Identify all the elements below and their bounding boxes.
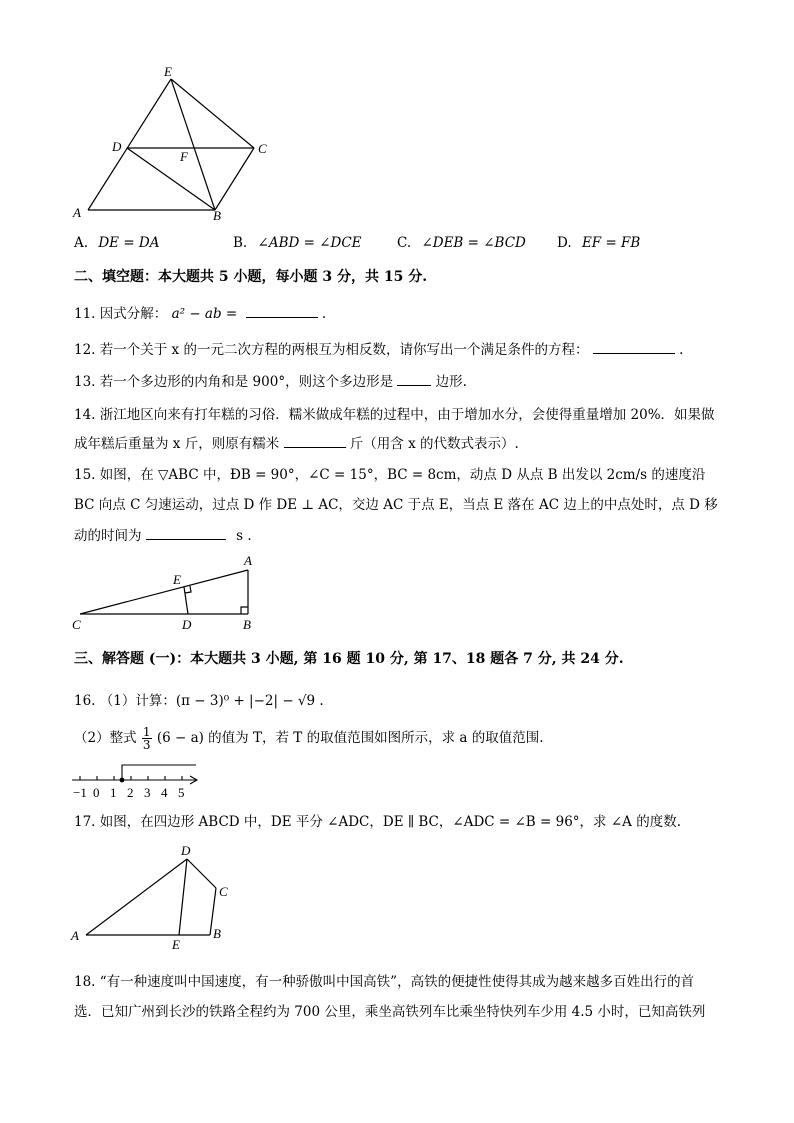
right-angle-b	[241, 607, 248, 614]
q13-after: 边形.	[435, 374, 467, 390]
tick-label-4: 4	[161, 785, 168, 800]
segment-ec	[171, 79, 254, 148]
q15-line-3a: 动的时间为	[74, 528, 142, 544]
question-17: 17. 如图，在四边形 ABCD 中，DE 平分 ∠ADC，DE ∥ BC，∠ADC = ∠B = 96°，求 ∠A 的度数.	[74, 814, 681, 830]
option-b-letter: B.	[233, 235, 248, 251]
range-endpoint	[120, 778, 125, 783]
q12-end: .	[679, 342, 684, 358]
number-line	[70, 760, 205, 802]
tick-label-1: 1	[110, 785, 117, 800]
label-f: F	[180, 149, 188, 164]
q12-answer-blank[interactable]	[593, 341, 675, 354]
option-c-letter: C.	[397, 235, 412, 251]
q14-line-2a: 成年糕后重量为 x 斤，则原有糯米	[74, 436, 280, 452]
segment-db	[127, 148, 215, 210]
label-e: E	[164, 64, 172, 79]
question-11	[74, 305, 326, 323]
segment-de	[184, 587, 188, 614]
q15-line-3b: s .	[236, 528, 252, 544]
label-a: A	[73, 205, 81, 220]
q10-option-b[interactable]	[233, 234, 362, 252]
range-indicator	[122, 765, 196, 780]
q16-part-1: 16. （1）计算：(π − 3)⁰ + |−2| − √9 .	[74, 693, 324, 709]
q15-answer-blank[interactable]	[146, 527, 226, 540]
q11-end: .	[321, 306, 327, 322]
option-a-text: DE = DA	[98, 235, 160, 251]
q11-expr: a² − ab =	[171, 306, 238, 322]
tick-label-n1: −1	[73, 785, 87, 800]
q14-line-2b: 斤（用含 x 的代数式表示）.	[349, 436, 519, 452]
q18-line-1: 18. “有一种速度叫中国速度，有一种骄傲叫中国高铁”，高铁的便捷性使得其成为越来越多百姓出行的首	[74, 974, 695, 990]
label-b: B	[243, 617, 251, 632]
segment-ca	[80, 570, 248, 614]
label-e: E	[172, 937, 180, 952]
label-c: C	[72, 617, 81, 632]
q16-part-2-before: （2）整式	[74, 730, 137, 746]
option-a-letter: A.	[74, 235, 89, 251]
label-d: D	[182, 617, 192, 632]
fraction-denominator: 3	[142, 738, 151, 752]
label-d: D	[181, 843, 191, 858]
figure-2	[62, 550, 272, 635]
label-a: A	[244, 553, 252, 568]
tick-label-0: 0	[93, 785, 100, 800]
q13-answer-blank[interactable]	[397, 373, 431, 386]
segment-de	[179, 859, 187, 935]
segment-dc	[187, 859, 216, 888]
segment-eb	[171, 79, 215, 210]
label-b: B	[213, 208, 221, 223]
q10-option-a[interactable]	[74, 234, 160, 252]
q14-line-2	[74, 435, 519, 453]
option-d-letter: D.	[557, 235, 572, 251]
q16-part-2-after: (6 − a) 的值为 T，若 T 的取值范围如图所示，求 a 的取值范围.	[156, 730, 544, 746]
figure-3	[62, 840, 247, 955]
label-a: A	[71, 928, 79, 943]
segment-ea	[88, 79, 171, 210]
q18-line-2: 选．已知广州到长沙的铁路全程约为 700 公里，乘坐高铁列车比乘坐特快列车少用 4.5 小时，已知高铁列	[74, 1004, 706, 1020]
label-e: E	[173, 572, 181, 587]
option-d-text: EF = FB	[581, 235, 641, 251]
label-d: D	[112, 139, 122, 154]
figure-1	[60, 60, 280, 230]
q14-line-1: 14. 浙江地区向来有打年糕的习俗．糯米做成年糕的过程中，由于增加水分，会使得重量增加 20%．如果做	[74, 407, 715, 423]
fraction-numerator: 1	[142, 725, 151, 739]
q16-part-2	[74, 726, 544, 751]
q10-option-d[interactable]	[557, 234, 640, 252]
question-13	[74, 373, 467, 391]
q15-line-1: 15. 如图，在 ▽ABC 中，ÐB = 90°，∠C = 15°，BC = 8cm，动点 D 从点 B 出发以 2cm/s 的速度沿	[74, 467, 706, 483]
label-c: C	[219, 884, 228, 899]
fraction-one-third	[142, 726, 152, 751]
section-3-title: 三、解答题 (一)：本大题共 3 小题, 第 16 题 10 分, 第 17、18 题各 7 分, 共 24 分.	[74, 651, 624, 667]
q10-option-c[interactable]	[397, 234, 526, 252]
section-2-title: 二、填空题：本大题共 5 小题，每小题 3 分，共 15 分.	[74, 269, 428, 285]
q14-answer-blank[interactable]	[284, 435, 346, 448]
question-12	[74, 341, 683, 359]
option-b-text: ∠ABD = ∠DCE	[257, 235, 362, 251]
q15-line-3	[74, 527, 252, 545]
tick-label-5: 5	[178, 785, 185, 800]
segment-bc	[215, 148, 254, 210]
q11-text: 11. 因式分解：	[74, 306, 168, 322]
right-angle-e	[185, 586, 191, 593]
q12-text: 12. 若一个关于 x 的一元二次方程的两根互为相反数，请你写出一个满足条件的方程：	[74, 342, 589, 358]
label-b: B	[213, 926, 221, 941]
option-c-text: ∠DEB = ∠BCD	[421, 235, 526, 251]
q13-before: 13. 若一个多边形的内角和是 900°，则这个多边形是	[74, 374, 394, 390]
tick-label-3: 3	[144, 785, 151, 800]
label-c: C	[258, 141, 267, 156]
tick-label-2: 2	[127, 785, 134, 800]
q11-answer-blank[interactable]	[246, 305, 318, 318]
q15-line-2: BC 向点 C 匀速运动，过点 D 作 DE ⊥ AC，交边 AC 于点 E，当点 E 落在 AC 边上的中点处时，点 D 移	[74, 497, 718, 513]
segment-ad	[86, 859, 187, 935]
